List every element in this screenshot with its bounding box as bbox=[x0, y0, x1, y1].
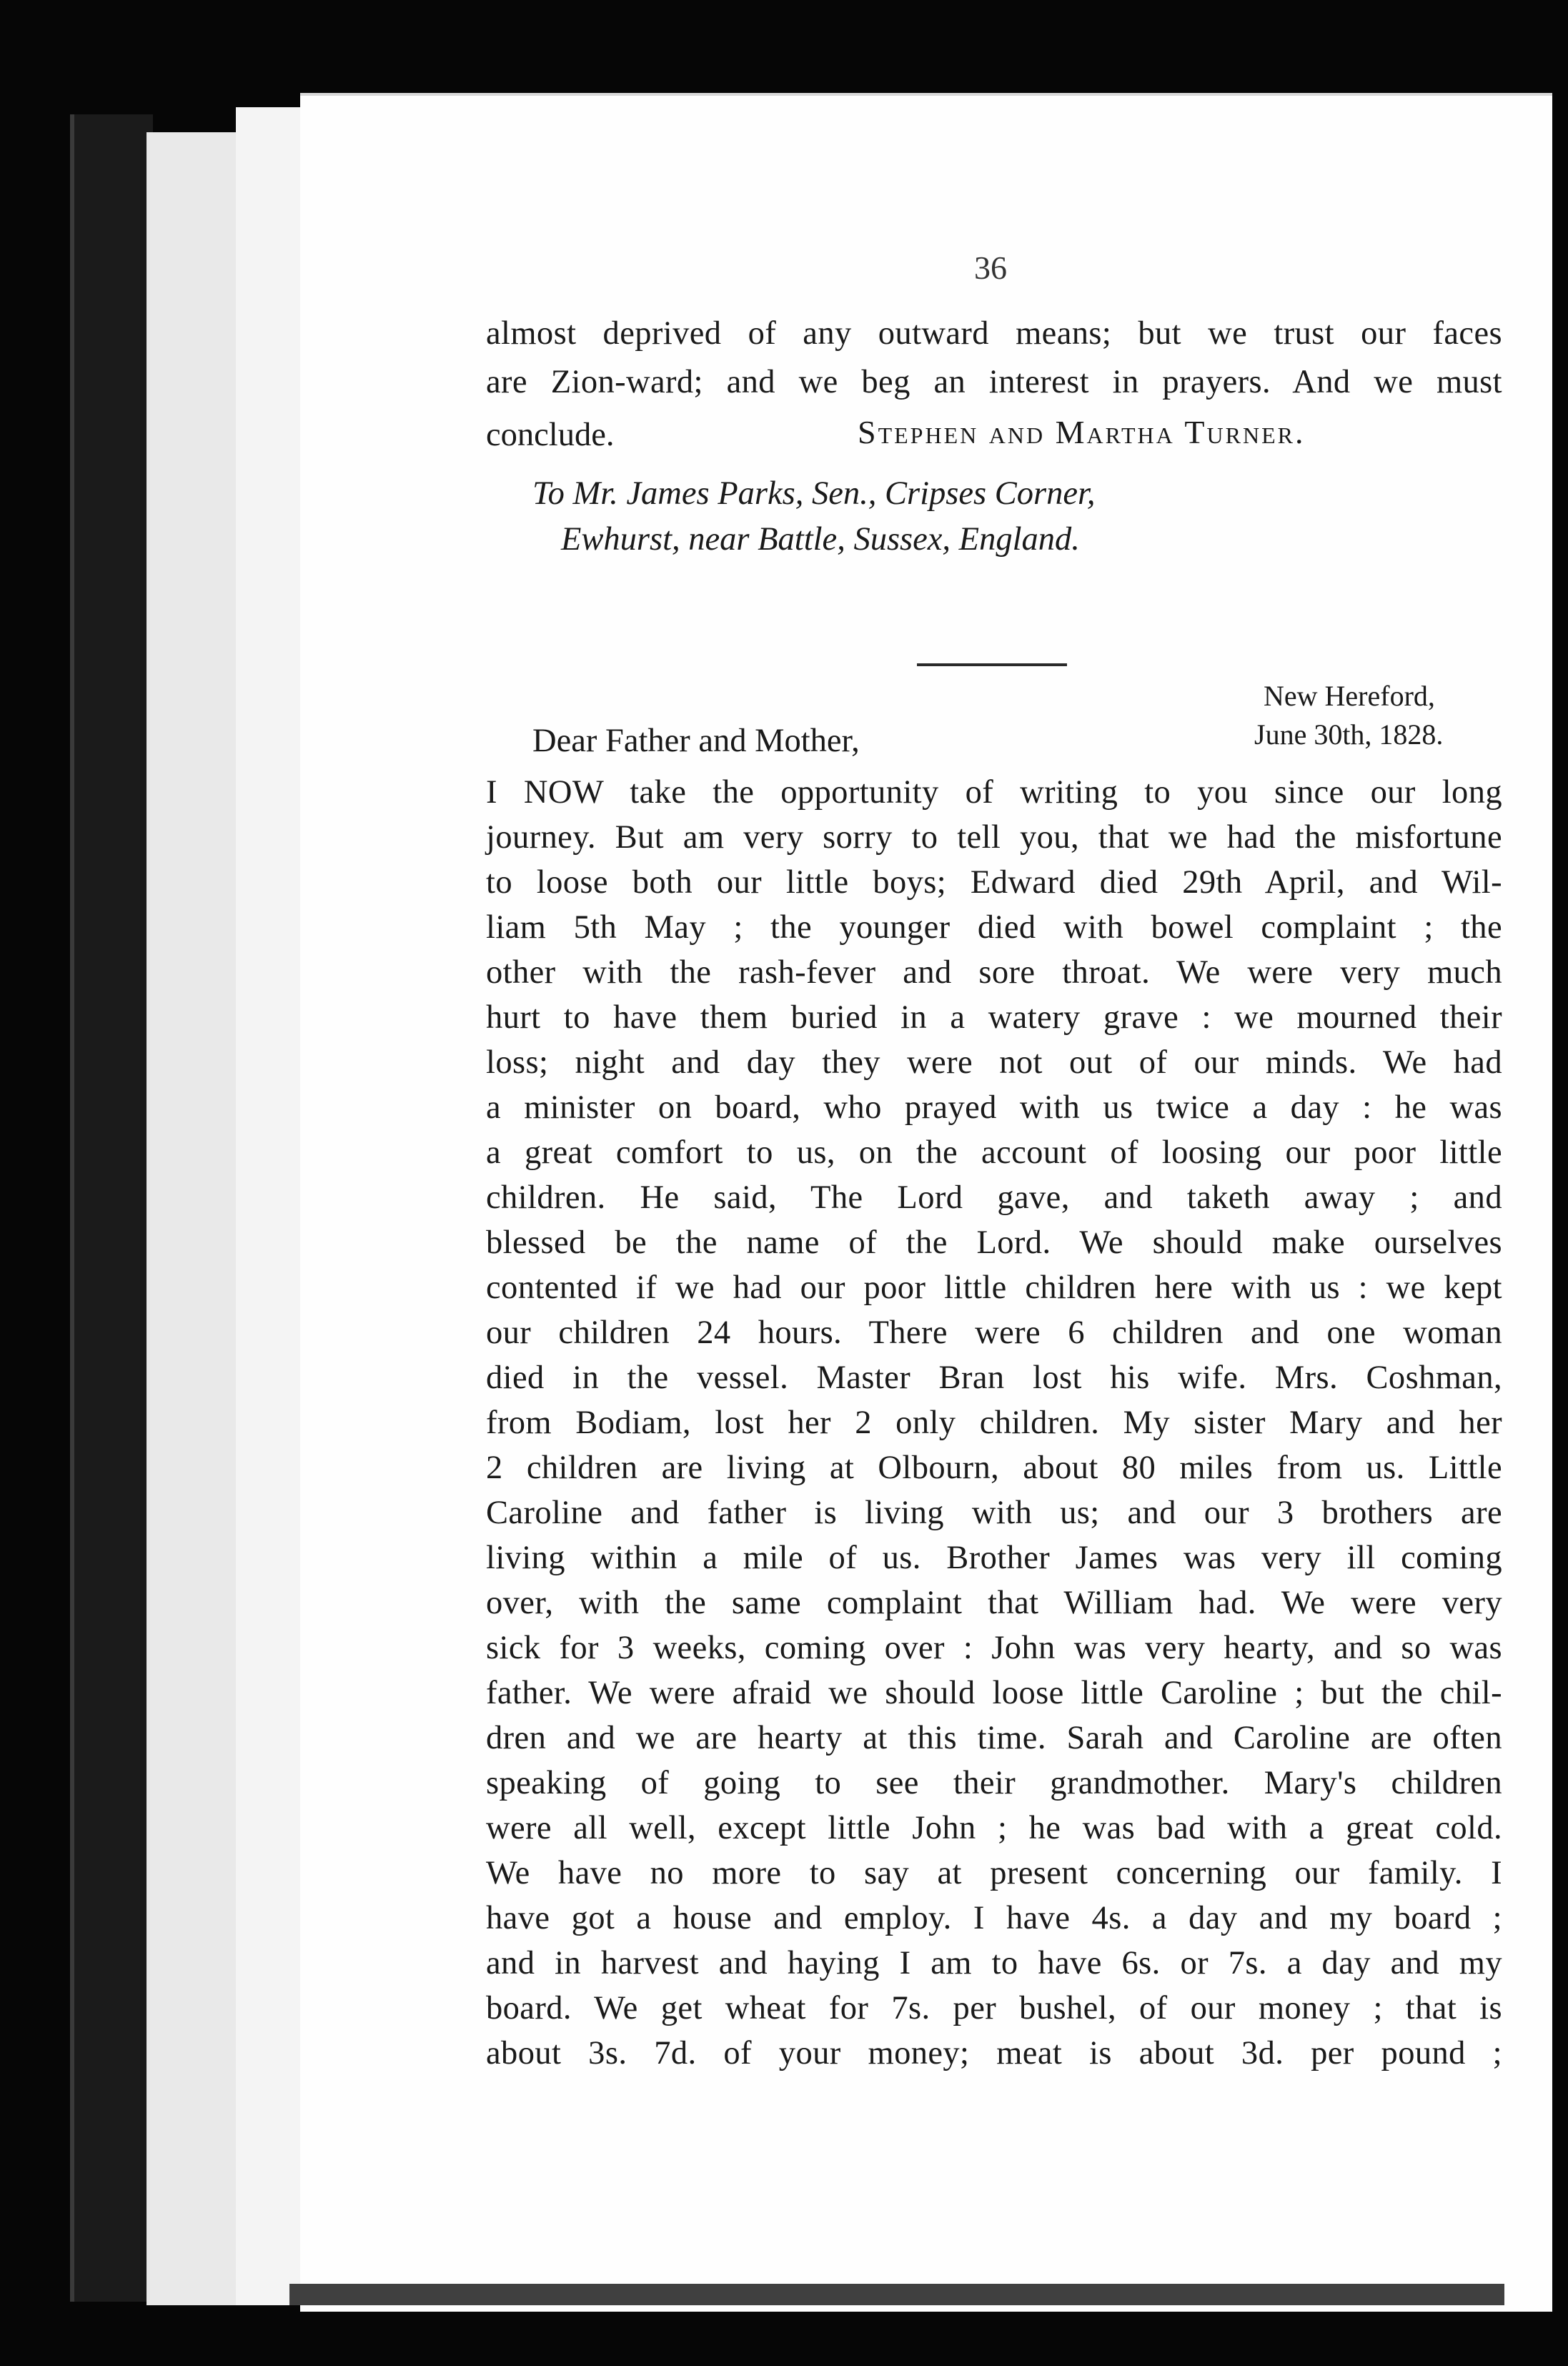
text-line: are Zion-ward; and we beg an interest in prayers. And we must bbox=[486, 364, 1502, 400]
text-line: loss; night and day they were not out of our minds. We had bbox=[486, 1044, 1502, 1081]
scan-bottom-edge bbox=[289, 2284, 1504, 2305]
text-line: over, with the same complaint that William had. We were very bbox=[486, 1585, 1502, 1621]
text-line: living within a mile of us. Brother James was very ill coming bbox=[486, 1540, 1502, 1576]
text-line: a great comfort to us, on the account of loosing our poor little bbox=[486, 1134, 1502, 1171]
text-line: dren and we are hearty at this time. Sarah and Caroline are often bbox=[486, 1720, 1502, 1756]
text-line: died in the vessel. Master Bran lost his wife. Mrs. Coshman, bbox=[486, 1360, 1502, 1396]
text-line: journey. But am very sorry to tell you, that we had the misfortune bbox=[486, 819, 1502, 856]
letter-date: June 30th, 1828. bbox=[1254, 718, 1444, 751]
address-line-2: Ewhurst, near Battle, Sussex, England. bbox=[561, 521, 1080, 558]
text-line: sick for 3 weeks, coming over : John was very hearty, and so was bbox=[486, 1630, 1502, 1666]
text-line: contented if we had our poor little children here with us : we kept bbox=[486, 1269, 1502, 1306]
text-line: were all well, except little John ; he was bad with a great cold. bbox=[486, 1810, 1502, 1846]
text-line: our children 24 hours. There were 6 children and one woman bbox=[486, 1315, 1502, 1351]
salutation: Dear Father and Mother, bbox=[532, 723, 860, 759]
signature: Stephen and Martha Turner. bbox=[858, 414, 1306, 450]
section-divider bbox=[917, 663, 1067, 666]
closing-word: conclude. bbox=[486, 417, 615, 453]
text-line: from Bodiam, lost her 2 only children. My sister Mary and her bbox=[486, 1405, 1502, 1441]
text-line: and in harvest and haying I am to have 6s. or 7s. a day and my bbox=[486, 1945, 1502, 1981]
address-line-1: To Mr. James Parks, Sen., Cripses Corner, bbox=[532, 475, 1096, 512]
text-line: have got a house and employ. I have 4s. a day and my board ; bbox=[486, 1900, 1502, 1936]
text-line: 2 children are living at Olbourn, about 80 miles from us. Little bbox=[486, 1450, 1502, 1486]
text-line: children. He said, The Lord gave, and taketh away ; and bbox=[486, 1179, 1502, 1216]
text-line: I NOW take the opportunity of writing to you since our long bbox=[486, 774, 1502, 811]
text-line: Caroline and father is living with us; and our 3 brothers are bbox=[486, 1495, 1502, 1531]
text-line: hurt to have them buried in a watery grave : we mourned their bbox=[486, 999, 1502, 1036]
text-line: to loose both our little boys; Edward died 29th April, and Wil- bbox=[486, 864, 1502, 901]
text-line: speaking of going to see their grandmother. Mary's children bbox=[486, 1765, 1502, 1801]
letter-place: New Hereford, bbox=[1264, 680, 1435, 712]
scan-left-edge bbox=[70, 114, 153, 2302]
text-line: We have no more to say at present concerning our family. I bbox=[486, 1855, 1502, 1891]
text-line: almost deprived of any outward means; but we trust our faces bbox=[486, 315, 1502, 352]
page-number: 36 bbox=[974, 249, 1007, 286]
text-line: about 3s. 7d. of your money; meat is about 3d. per pound ; bbox=[486, 2035, 1502, 2072]
text-line: other with the rash-fever and sore throat. We were very much bbox=[486, 954, 1502, 991]
text-line: a minister on board, who prayed with us twice a day : he was bbox=[486, 1089, 1502, 1126]
text-line: father. We were afraid we should loose little Caroline ; but the chil- bbox=[486, 1675, 1502, 1711]
text-line: liam 5th May ; the younger died with bowel complaint ; the bbox=[486, 909, 1502, 946]
text-line: board. We get wheat for 7s. per bushel, of our money ; that is bbox=[486, 1990, 1502, 2026]
text-line: blessed be the name of the Lord. We should make ourselves bbox=[486, 1224, 1502, 1261]
